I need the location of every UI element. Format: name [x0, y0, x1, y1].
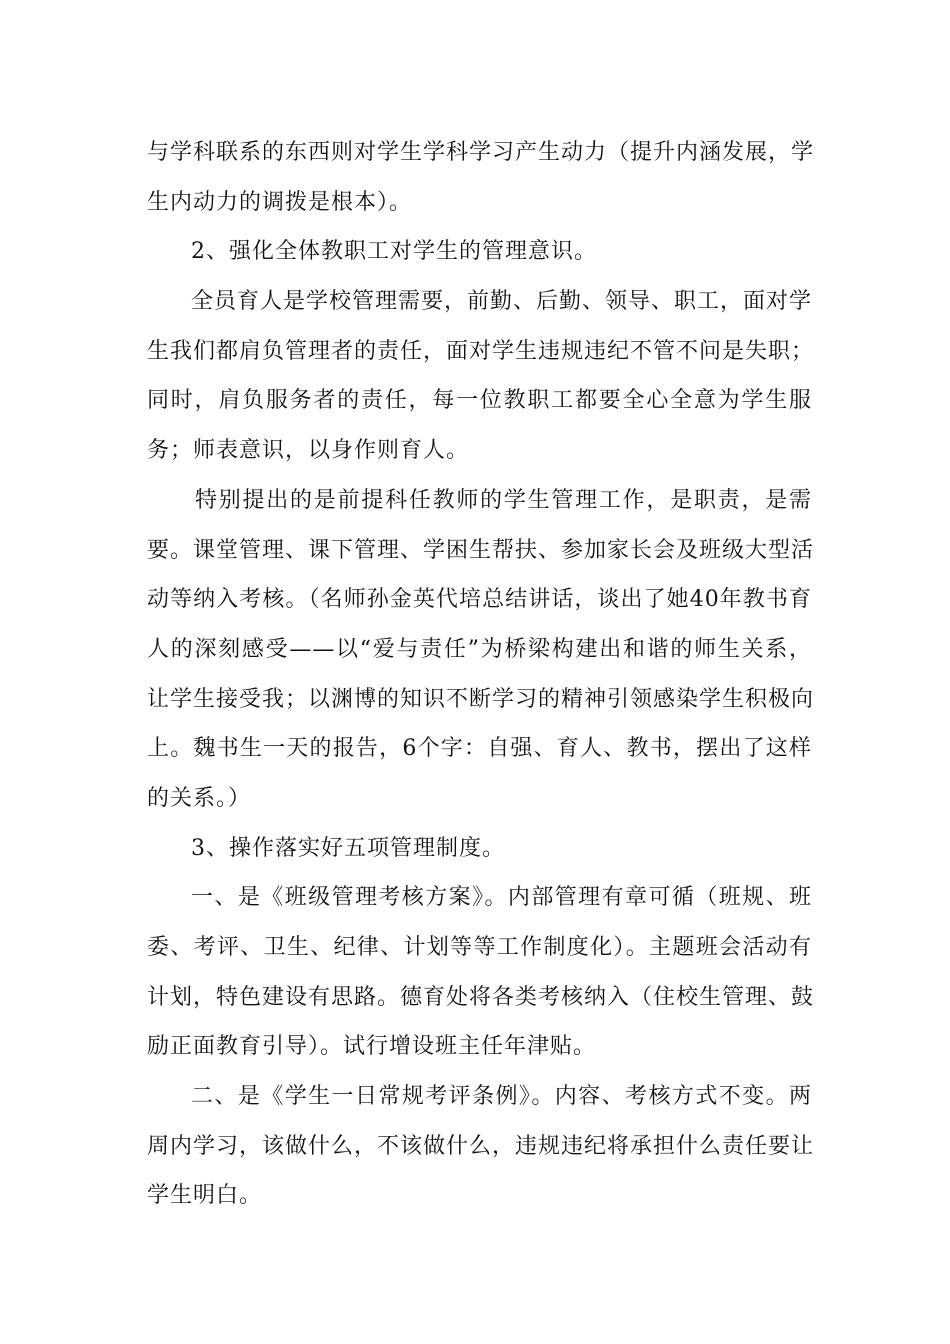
text-line: 计划，特色建设有思路。德育处将各类考核纳入（住校生管理、鼓 — [147, 984, 815, 1010]
text-line: 生内动力的调拨是根本）。 — [147, 189, 413, 215]
text-line: 要。课堂管理、课下管理、学困生帮扶、参加家长会及班级大型活 — [147, 537, 815, 563]
section-heading-3 — [147, 824, 812, 874]
text-line: 与学科联系的东西则对学生学科学习产生动力（提升内涵发展，学 — [147, 140, 815, 165]
text-line: 生我们都肩负管理者的责任，面对学生违规违纪不管不问是失职； — [147, 338, 815, 364]
text-line: 一、是《班级管理考核方案》。内部管理有章可循（班规、班 — [191, 885, 812, 911]
text-line: 特别提出的是前提科任教师的学生管理工作，是职责，是需 — [195, 487, 812, 513]
text-line: 的关系。） — [147, 785, 252, 811]
paragraph-intro-continuation — [147, 128, 815, 227]
text-line: 周内学习，该做什么，不该做什么，违规违纪将承担什么责任要让 — [147, 1133, 815, 1159]
text-line: 上。魏书生一天的报告，6个字：自强、育人、教书，摆出了这样 — [147, 736, 812, 762]
paragraph-subject-teachers — [147, 476, 815, 824]
paragraph-class-management-plan — [147, 873, 815, 1072]
text-line: 全员育人是学校管理需要，前勤、后勤、领导、职工，面对学 — [191, 289, 813, 315]
text-line: 让学生接受我；以渊博的知识不断学习的精神引领感染学生积极向 — [147, 686, 815, 712]
text-line: 动等纳入考核。（名师孙金英代培总结讲话，谈出了她40年教书育 — [147, 587, 812, 613]
text-line: 2、强化全体教职工对学生的管理意识。 — [191, 239, 597, 265]
document-body — [147, 128, 815, 1221]
text-line: 委、考评、卫生、纪律、计划等等工作制度化）。主题班会活动有 — [147, 935, 812, 960]
text-line: 学生明白。 — [147, 1183, 263, 1209]
text-line: 同时，肩负服务者的责任，每一位教职工都要全心全意为学生服 — [147, 388, 812, 414]
text-line: 励正面教育引导）。试行增设班主任年津贴。 — [147, 1034, 597, 1060]
text-line: 3、操作落实好五项管理制度。 — [191, 835, 505, 861]
text-line: 人的深刻感受——以“爱与责任”为桥梁构建出和谐的师生关系， — [147, 636, 812, 662]
text-line: 二、是《学生一日常规考评条例》。内容、考核方式不变。两 — [191, 1084, 812, 1110]
paragraph-all-staff — [147, 277, 815, 476]
text-line: 务；师表意识，以身作则育人。 — [147, 438, 470, 464]
section-heading-2 — [147, 227, 812, 277]
paragraph-daily-routine-rules — [147, 1072, 815, 1221]
